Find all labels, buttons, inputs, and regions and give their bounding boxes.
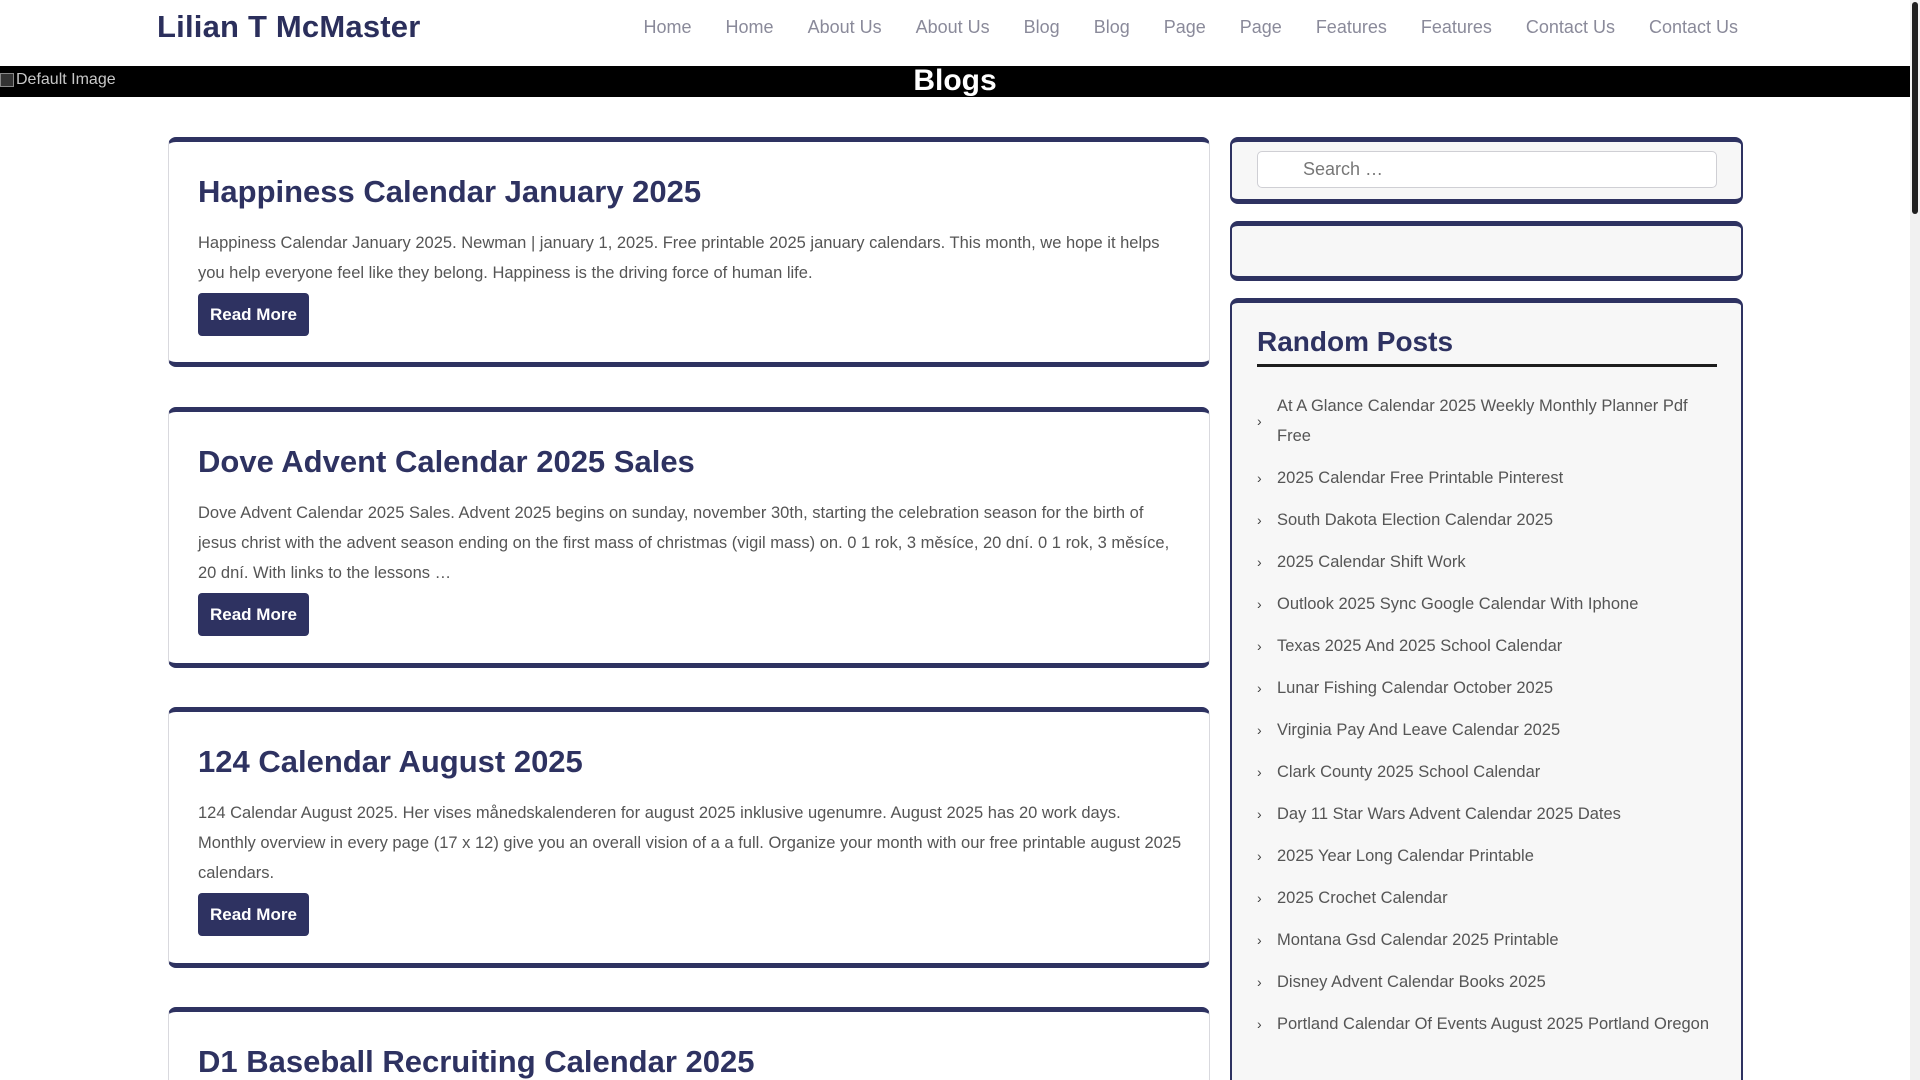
post-title[interactable]: Dove Advent Calendar 2025 Sales xyxy=(198,444,695,479)
read-more-button[interactable]: Read More xyxy=(198,293,309,336)
chevron-right-icon: › xyxy=(1257,722,1262,738)
post-title[interactable]: 124 Calendar August 2025 xyxy=(198,744,583,779)
random-posts-list xyxy=(1257,385,1717,1045)
post-title[interactable]: Happiness Calendar January 2025 xyxy=(198,174,702,209)
chevron-right-icon: › xyxy=(1257,1016,1262,1032)
chevron-right-icon: › xyxy=(1257,974,1262,990)
nav-home[interactable]: Home xyxy=(725,17,774,37)
site-header xyxy=(0,0,1910,66)
random-post-link[interactable]: Lunar Fishing Calendar October 2025 xyxy=(1277,679,1554,697)
search-icon xyxy=(1270,161,1288,179)
list-item xyxy=(1257,625,1717,667)
post-title[interactable]: D1 Baseball Recruiting Calendar 2025 xyxy=(198,1044,755,1079)
scrollbar-thumb[interactable] xyxy=(1912,2,1918,214)
random-post-link[interactable]: Virginia Pay And Leave Calendar 2025 xyxy=(1277,721,1561,739)
nav-features[interactable]: Features xyxy=(1315,17,1387,37)
random-posts-widget xyxy=(1230,298,1743,1080)
list-item xyxy=(1257,919,1717,961)
chevron-right-icon: › xyxy=(1257,680,1262,696)
banner-image-alt: Default Image xyxy=(16,71,116,88)
random-post-link[interactable]: Portland Calendar Of Events August 2025 Portland Oregon xyxy=(1277,1015,1710,1033)
read-more-button[interactable]: Read More xyxy=(198,593,309,636)
nav-page[interactable]: Page xyxy=(1239,17,1282,37)
list-item xyxy=(1257,667,1717,709)
chevron-right-icon: › xyxy=(1257,413,1262,429)
list-item xyxy=(1257,499,1717,541)
random-post-link[interactable]: At A Glance Calendar 2025 Weekly Monthly Planner Pdf Free xyxy=(1277,397,1688,445)
chevron-right-icon: › xyxy=(1257,470,1262,486)
list-item xyxy=(1257,751,1717,793)
chevron-right-icon: › xyxy=(1257,596,1262,612)
divider xyxy=(1257,364,1717,367)
nav-features[interactable]: Features xyxy=(1420,17,1492,37)
random-post-link[interactable]: Day 11 Star Wars Advent Calendar 2025 Dates xyxy=(1277,805,1621,823)
list-item xyxy=(1257,583,1717,625)
list-item xyxy=(1257,709,1717,751)
nav-contact-us[interactable]: Contact Us xyxy=(1525,17,1615,37)
random-post-link[interactable]: 2025 Year Long Calendar Printable xyxy=(1277,847,1534,865)
nav-page[interactable]: Page xyxy=(1163,17,1206,37)
post-excerpt: 124 Calendar August 2025. Her vises månedskalenderen for august 2025 inklusive ugenumre. August 2025 has 20 work days. Monthly overview in every page (17 x 12) give you an overall vision of a a full. Organize your month with our free printable august 2025 calendars. xyxy=(198,804,1182,882)
post-card xyxy=(168,1007,1210,1080)
page-scrollbar[interactable] xyxy=(1910,0,1920,1080)
random-post-link[interactable]: Clark County 2025 School Calendar xyxy=(1277,763,1541,781)
post-excerpt: Happiness Calendar January 2025. Newman | january 1, 2025. Free printable 2025 january calendars. This month, we hope it helps you help everyone feel like they belong. Happiness is the driving force of human life. xyxy=(198,234,1160,282)
nav-contact-us[interactable]: Contact Us xyxy=(1648,17,1738,37)
main-nav xyxy=(610,17,1738,38)
random-post-link[interactable]: Texas 2025 And 2025 School Calendar xyxy=(1277,637,1563,655)
search-widget xyxy=(1230,137,1743,204)
list-item xyxy=(1257,541,1717,583)
chevron-right-icon: › xyxy=(1257,806,1262,822)
chevron-right-icon: › xyxy=(1257,764,1262,780)
chevron-right-icon: › xyxy=(1257,890,1262,906)
random-post-link[interactable]: 2025 Crochet Calendar xyxy=(1277,889,1448,907)
list-item xyxy=(1257,877,1717,919)
post-card xyxy=(168,137,1210,367)
list-item xyxy=(1257,835,1717,877)
site-title[interactable]: Lilian T McMaster xyxy=(157,9,421,44)
post-excerpt: Dove Advent Calendar 2025 Sales. Advent 2025 begins on sunday, november 30th, starting the celebration season for the birth of jesus christ with the advent season ending on the first mass of christmas (vigil mass) on. 0 1 rok, 3 měsíce, 20 dní. 0 1 rok, 3 měsíce, 20 dní. With links to the lessons … xyxy=(198,504,1170,582)
search-input[interactable] xyxy=(1303,152,1703,187)
random-post-link[interactable]: 2025 Calendar Shift Work xyxy=(1277,553,1466,571)
page-banner xyxy=(0,66,1910,97)
chevron-right-icon: › xyxy=(1257,638,1262,654)
random-post-link[interactable]: South Dakota Election Calendar 2025 xyxy=(1277,511,1554,529)
random-post-link[interactable]: 2025 Calendar Free Printable Pinterest xyxy=(1277,469,1564,487)
list-item xyxy=(1257,457,1717,499)
nav-blog[interactable]: Blog xyxy=(1093,17,1130,37)
list-item xyxy=(1257,1003,1717,1045)
empty-widget xyxy=(1230,221,1743,281)
list-item xyxy=(1257,961,1717,1003)
random-post-link[interactable]: Disney Advent Calendar Books 2025 xyxy=(1277,973,1546,991)
random-posts-title: Random Posts xyxy=(1257,326,1454,357)
chevron-right-icon: › xyxy=(1257,554,1262,570)
chevron-right-icon: › xyxy=(1257,932,1262,948)
nav-about-us[interactable]: About Us xyxy=(915,17,990,37)
list-item xyxy=(1257,385,1717,457)
random-post-link[interactable]: Outlook 2025 Sync Google Calendar With Iphone xyxy=(1277,595,1639,613)
search-box[interactable] xyxy=(1257,151,1717,188)
nav-about-us[interactable]: About Us xyxy=(807,17,882,37)
post-card xyxy=(168,707,1210,968)
random-post-link[interactable]: Montana Gsd Calendar 2025 Printable xyxy=(1277,931,1559,949)
post-card xyxy=(168,407,1210,668)
list-item xyxy=(1257,793,1717,835)
chevron-right-icon: › xyxy=(1257,848,1262,864)
chevron-right-icon: › xyxy=(1257,512,1262,528)
nav-blog[interactable]: Blog xyxy=(1023,17,1060,37)
page-title: Blogs xyxy=(913,64,997,97)
read-more-button[interactable]: Read More xyxy=(198,893,309,936)
nav-home[interactable]: Home xyxy=(643,17,692,37)
